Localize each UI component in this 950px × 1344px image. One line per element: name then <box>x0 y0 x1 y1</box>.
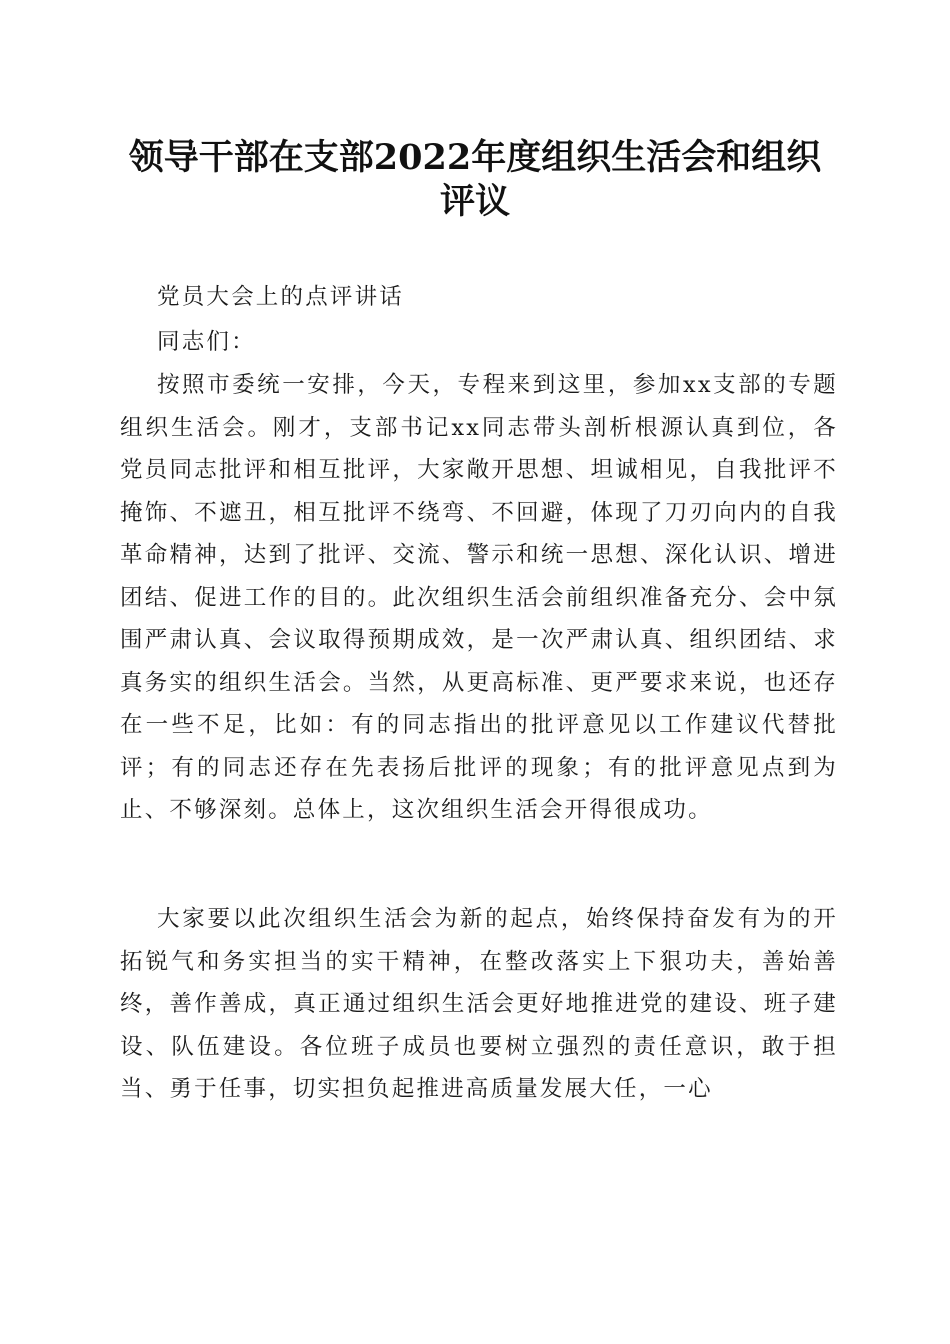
greeting: 同志们： <box>157 329 256 355</box>
document-subtitle: 党员大会上的点评讲话 <box>157 284 405 310</box>
body-paragraph: 大家要以此次组织生活会为新的起点，始终保持奋发有为的开拓锐气和务实担当的实干精神，在整改落实上下狠功夫，善始善终，善作善成，真正通过组织生活会更好地推进党的建设、班子建设、队伍建设。各位班子成员也要树立强烈的责任意识，敢于担当、勇于任事，切实担负起推进高质量发展大任，一心 <box>120 906 838 1102</box>
document-title-line-1: 领导干部在支部2022年度组织生活会和组织 <box>128 137 822 178</box>
document-title-line-2: 评议 <box>439 181 510 222</box>
body-paragraph: 按照市委统一安排，今天，专程来到这里，参加xx支部的专题组织生活会。刚才，支部书记xx同志带头剖析根源认真到位，各党员同志批评和相互批评，大家敞开思想、坦诚相见，自我批评不掩饰、不遮丑，相互批评不绕弯、不回避，体现了刀刃向内的自我革命精神，达到了批评、交流、警示和统一思想、深化认识、增进团结、促进工作的目的。此次组织生活会前组织准备充分、会中氛围严肃认真、会议取得预期成效，是一次严肃认真、组织团结、求真务实的组织生活会。当然，从更高标准、更严要求来说，也还存在一些不足，比如：有的同志指出的批评意见以工作建议代替批评；有的同志还存在先表扬后批评的现象；有的批评意见点到为止、不够深刻。总体上，这次组织生活会开得很成功。 <box>120 372 838 823</box>
